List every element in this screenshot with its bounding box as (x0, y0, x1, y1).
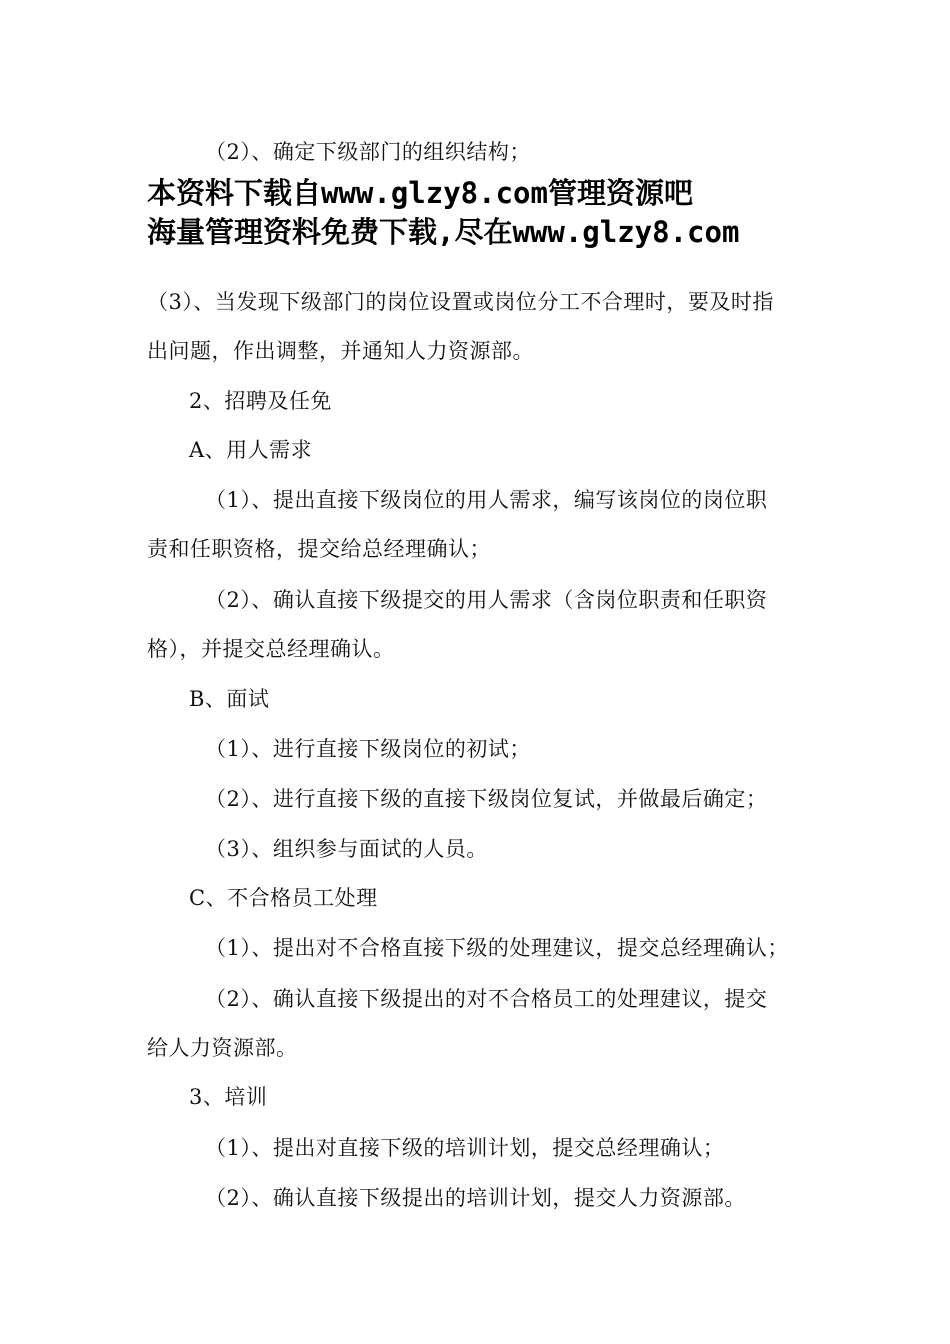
paragraph-line: 格），并提交总经理确认。 (147, 637, 395, 661)
paragraph-line: （3）、组织参与面试的人员。 (205, 837, 488, 861)
paragraph-line: 责和任职资格，提交给总经理确认； (147, 537, 491, 561)
paragraph-line: （1）、提出对直接下级的培训计划，提交总经理确认； (205, 1136, 725, 1160)
section-heading: 3、培训 (189, 1085, 268, 1109)
paragraph-line: （2）、进行直接下级的直接下级岗位复试，并做最后确定； (205, 787, 768, 811)
paragraph-line: （3）、当发现下级部门的岗位设置或岗位分工不合理时，要及时指 (147, 290, 774, 314)
paragraph-line: （1）、进行直接下级岗位的初试； (205, 737, 531, 761)
paragraph-line: （2）、确认直接下级提出的培训计划，提交人力资源部。 (205, 1186, 746, 1210)
paragraph-line: （2）、确定下级部门的组织结构； (205, 140, 531, 164)
paragraph-line: 给人力资源部。 (147, 1036, 298, 1060)
paragraph-line: （1）、提出对不合格直接下级的处理建议，提交总经理确认； (205, 936, 789, 960)
subsection-heading: C、不合格员工处理 (189, 886, 378, 910)
paragraph-line: （2）、确认直接下级提出的对不合格员工的处理建议，提交 (205, 987, 768, 1011)
section-heading: 2、招聘及任免 (189, 389, 332, 413)
paragraph-line: （1）、提出直接下级岗位的用人需求，编写该岗位的岗位职 (205, 488, 768, 512)
subsection-heading: A、用人需求 (189, 438, 313, 462)
watermark-banner-line-2: 海量管理资料免费下载,尽在www.glzy8.com (147, 215, 740, 249)
paragraph-line: 出问题，作出调整，并通知人力资源部。 (147, 339, 534, 363)
subsection-heading: B、面试 (189, 687, 270, 711)
paragraph-line: （2）、确认直接下级提交的用人需求（含岗位职责和任职资 (205, 588, 768, 612)
watermark-banner-line-1: 本资料下载自www.glzy8.com管理资源吧 (147, 176, 693, 210)
